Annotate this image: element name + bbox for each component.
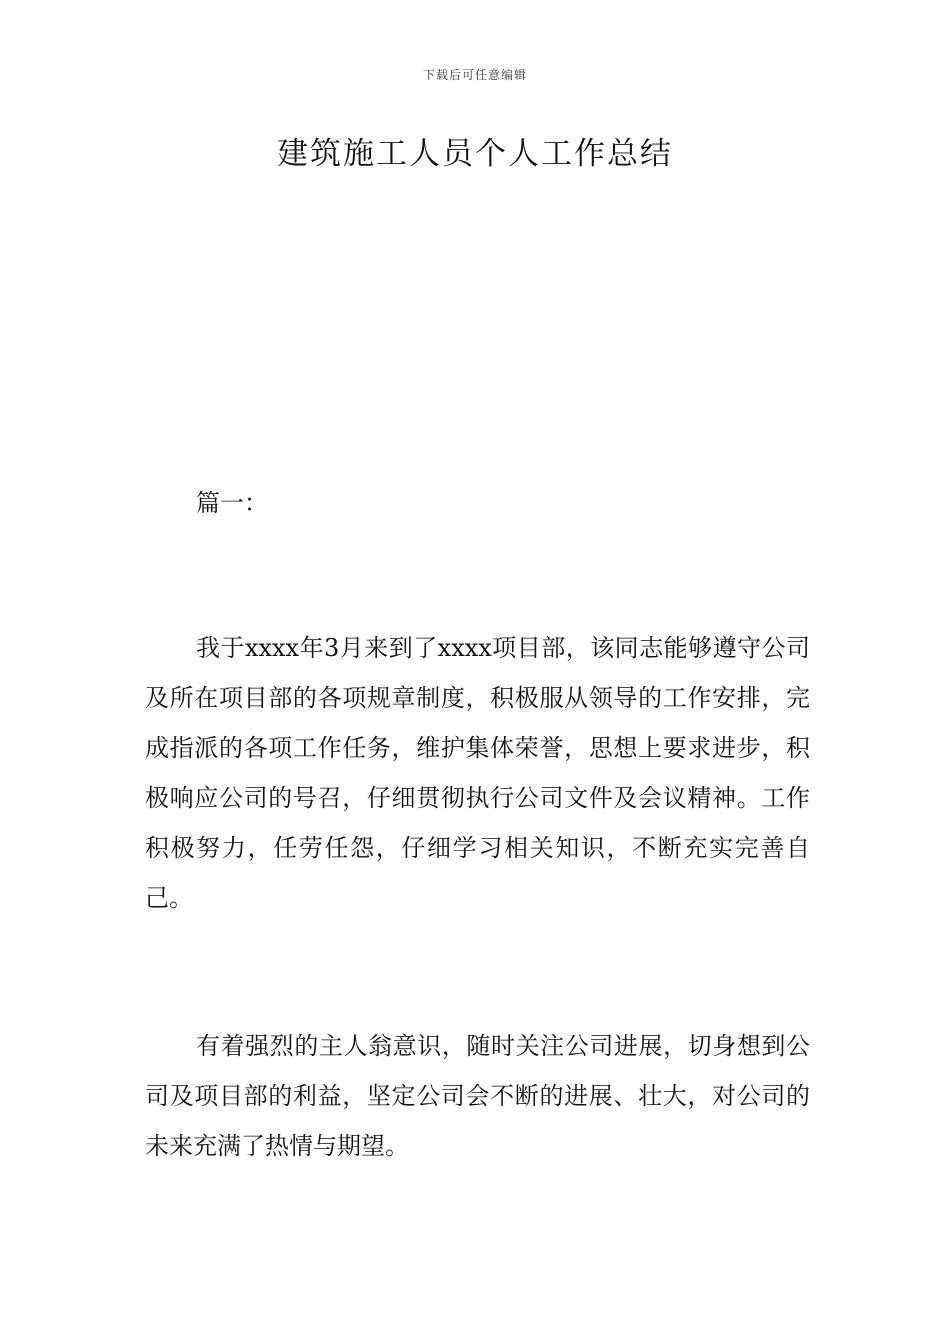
body-paragraph-1: 我于xxxx年3月来到了xxxx项目部，该同志能够遵守公司及所在项目部的各项规章制度，积极服从领导的工作安排，完成指派的各项工作任务，维护集体荣誉，思想上要求进步，积极响应公司的号召，仔细贯彻执行公司文件及会议精神。工作积极努力，任劳任怨，仔细学习相关知识，不断充实完善自己。 (145, 634, 810, 912)
section-heading: 篇一： (196, 489, 268, 517)
document-title: 建筑施工人员个人工作总结 (277, 136, 673, 172)
body-paragraph-2: 有着强烈的主人翁意识，随时关注公司进展，切身想到公司及项目部的利益，坚定公司会不断的进展、壮大，对公司的未来充满了热情与期望。 (145, 1032, 810, 1160)
header-note: 下载后可任意编辑 (422, 68, 527, 82)
